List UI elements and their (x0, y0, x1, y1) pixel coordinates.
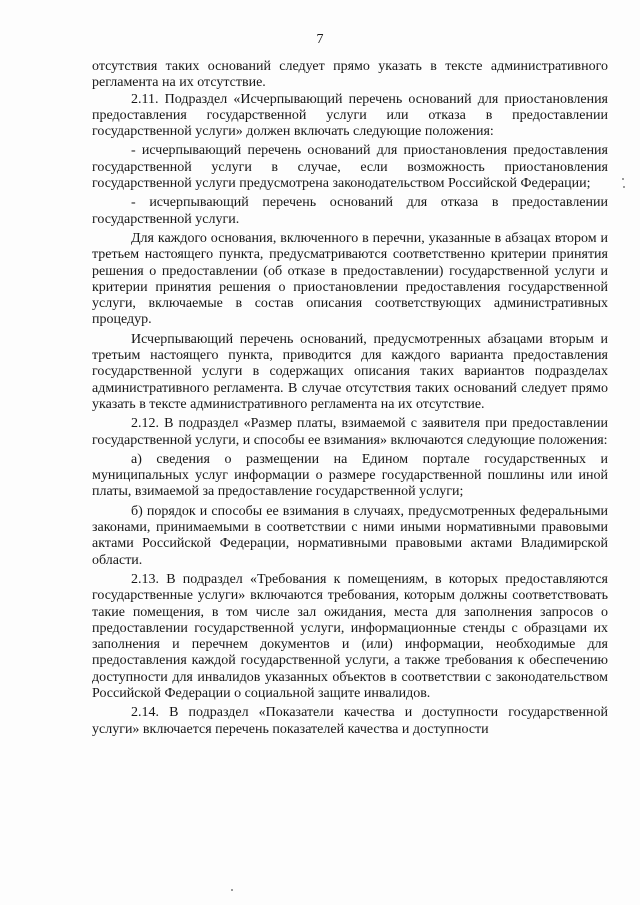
paragraph-2-13: 2.13. В подраздел «Требования к помещениям, в которых предоставляются государственные услуги» включаются требования, которым должны соответствовать такие помещения, в том числе зал ожидания, места для заполнения запросов о предоставлении государственной услуги, информационные стенды с образцами их заполнения и перечнем документов и (или) информации, необходимые для предоставления каждой государственной услуги, а также требования к обеспечению доступности для инвалидов указанных объектов в соответствии с законодательством Российской Федерации о социальной защите инвалидов. (92, 571, 608, 701)
paragraph-2-14: 2.14. В подраздел «Показатели качества и доступности государственной услуги» включается перечень показателей качества и доступности (92, 705, 608, 737)
paragraph-2-11-list-location: Исчерпывающий перечень оснований, предусмотренных абзацами вторым и третьим настоящего пункта, приводится для каждого варианта предоставления государственной услуги в содержащих описания таких вариантов подразделах административного регламента. В случае отсутствия таких оснований следует прямо указать в тексте административного регламента на их отсутствие. (92, 331, 608, 412)
paragraph-continuation: отсутствия таких оснований следует прямо указать в тексте административного регламента на их отсутствие. (92, 59, 608, 91)
paragraph-2-11-criteria: Для каждого основания, включенного в перечни, указанные в абзацах втором и третьем настоящего пункта, предусматриваются соответственно критерии принятия решения о предоставлении (об отказе в предоставлении) государственной услуги и критерии принятия решения о приостановлении предоставления государственной услуги, включаемые в состав описания соответствующих административных процедур. (92, 230, 608, 328)
page-number: 7 (316, 32, 324, 47)
paragraph-2-11: 2.11. Подраздел «Исчерпывающий перечень оснований для приостановления предоставления государственной услуги или отказа в предоставлении государственной услуги» должен включать следующие положения: (92, 91, 608, 140)
paragraph-2-11-item-refusal: - исчерпывающий перечень оснований для отказа в предоставлении государственной услуги. (92, 195, 608, 227)
paragraph-2-12-item-b: б) порядок и способы ее взимания в случаях, предусмотренных федеральными законами, принимаемыми в соответствии с ними иными нормативными правовыми актами Российской Федерации, нормативными правовыми актами Владимирской области. (92, 503, 608, 568)
paragraph-2-12: 2.12. В подраздел «Размер платы, взимаемой с заявителя при предоставлении государственной услуги, и способы ее взимания» включаются следующие положения: (92, 416, 608, 448)
document-body (92, 59, 608, 738)
paragraph-2-12-item-a: а) сведения о размещении на Едином портале государственных и муниципальных услуг информации о размере государственной пошлины или иной платы, взимаемой за предоставление государственной услуги; (92, 451, 608, 500)
paragraph-2-11-item-suspension: - исчерпывающий перечень оснований для приостановления предоставления государственной услуги в случае, если возможность приостановления государственной услуги предусмотрена законодательством Российской Федерации; (92, 143, 608, 192)
